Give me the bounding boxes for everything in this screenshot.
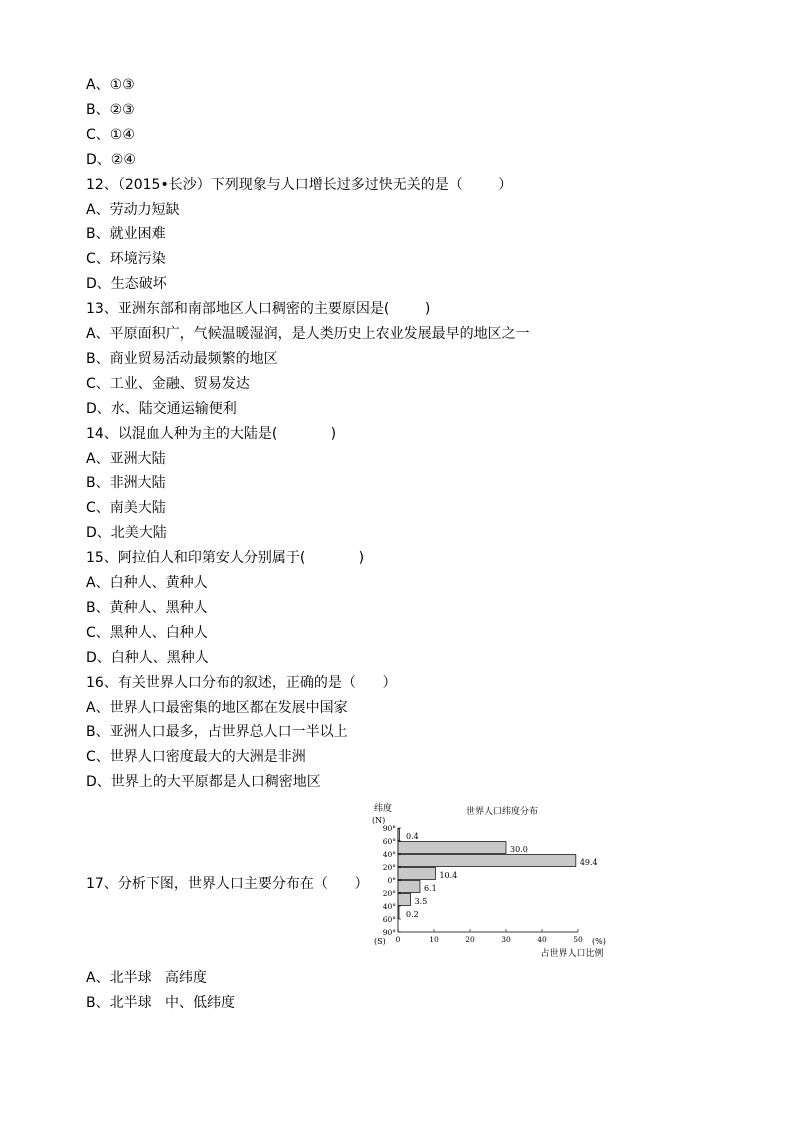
data-label: 30.0 <box>510 845 528 854</box>
answer-option: B、就业困难 <box>86 226 166 243</box>
y-tick-label: 60° <box>382 837 396 846</box>
y-tick-label: 20° <box>382 889 396 898</box>
x-axis-unit: (%) <box>592 937 606 946</box>
question-stem: 15、阿拉伯人和印第安人分别属于( ) <box>86 550 365 567</box>
answer-option: C、世界人口密度最大的大洲是非洲 <box>86 749 306 766</box>
answer-option: B、商业贸易活动最频繁的地区 <box>86 350 278 367</box>
bar <box>398 842 506 854</box>
bar <box>398 829 399 841</box>
question-stem: 16、有关世界人口分布的叙述，正确的是（ ） <box>86 674 397 691</box>
answer-option: A、劳动力短缺 <box>86 201 180 218</box>
q17-option-a: A、北半球 高纬度 <box>86 970 207 986</box>
question-stem: 14、以混血人种为主的大陆是( ) <box>86 425 337 442</box>
data-label: 0.4 <box>406 832 419 841</box>
y-axis-unit-south: (S) <box>374 937 386 946</box>
question-stem: 13、亚洲东部和南部地区人口稠密的主要原因是( ) <box>86 301 431 318</box>
answer-option: D、世界上的大平原都是人口稠密地区 <box>86 774 321 791</box>
y-axis-unit-north: (N) <box>372 816 386 825</box>
answer-option: B、黄种人、黑种人 <box>86 599 208 616</box>
y-tick-label: 90° <box>382 824 396 833</box>
answer-option: C、环境污染 <box>86 251 166 268</box>
answer-option: D、水、陆交通运输便利 <box>86 400 237 417</box>
question-stem: 12、（2015•长沙）下列现象与人口增长过多过快无关的是（ ） <box>86 176 513 193</box>
x-tick-label: 0 <box>395 935 401 944</box>
answer-option: C、①④ <box>86 126 135 143</box>
data-label: 10.4 <box>439 871 458 880</box>
answer-option: D、②④ <box>86 151 136 168</box>
y-tick-label: 40° <box>382 850 396 859</box>
y-tick-label: 20° <box>382 863 396 872</box>
bar <box>398 907 399 919</box>
x-tick-label: 40 <box>537 935 547 944</box>
answer-option: B、②③ <box>86 101 135 118</box>
answer-option: B、亚洲人口最多，占世界总人口一半以上 <box>86 724 348 741</box>
x-axis-label: 占世界人口比例 <box>540 949 604 959</box>
data-label: 3.5 <box>414 897 428 906</box>
answer-option: D、北美大陆 <box>86 525 167 542</box>
data-label: 0.2 <box>406 910 419 919</box>
answer-option: B、非洲大陆 <box>86 475 166 492</box>
answer-option: D、白种人、黑种人 <box>86 649 209 666</box>
chart-title: 世界人口纬度分布 <box>465 807 539 817</box>
y-tick-label: 0° <box>387 876 396 885</box>
data-label: 6.1 <box>423 884 437 893</box>
answer-option: D、生态破坏 <box>86 276 167 293</box>
answer-option: A、平原面积广，气候温暖湿润，是人类历史上农业发展最早的地区之一 <box>86 326 530 342</box>
x-tick-label: 30 <box>501 935 511 944</box>
answer-option: A、①③ <box>86 77 135 93</box>
x-tick-label: 20 <box>465 935 475 944</box>
bar <box>398 894 411 906</box>
answer-option: C、黑种人、白种人 <box>86 624 208 641</box>
answer-option: A、亚洲大陆 <box>86 450 166 467</box>
y-tick-label: 40° <box>382 902 396 911</box>
bar <box>398 855 576 867</box>
answer-option: A、白种人、黄种人 <box>86 575 208 591</box>
question-17: 17、分析下图，世界人口主要分布在（ ） <box>86 876 369 892</box>
answer-option: C、工业、金融、贸易发达 <box>86 375 250 392</box>
bar <box>398 868 435 880</box>
bar <box>398 881 420 893</box>
y-tick-label: 60° <box>382 915 396 924</box>
x-tick-label: 50 <box>573 935 583 944</box>
population-latitude-chart <box>366 798 616 966</box>
x-tick-label: 10 <box>429 935 439 944</box>
data-label: 49.4 <box>579 858 598 867</box>
answer-option: C、南美大陆 <box>86 500 166 517</box>
y-axis-label: 纬度 <box>374 804 393 814</box>
answer-option: A、世界人口最密集的地区都在发展中国家 <box>86 699 348 716</box>
y-tick-label: 90° <box>382 928 396 937</box>
q17-option-b: B、北半球 中、低纬度 <box>86 995 235 1011</box>
